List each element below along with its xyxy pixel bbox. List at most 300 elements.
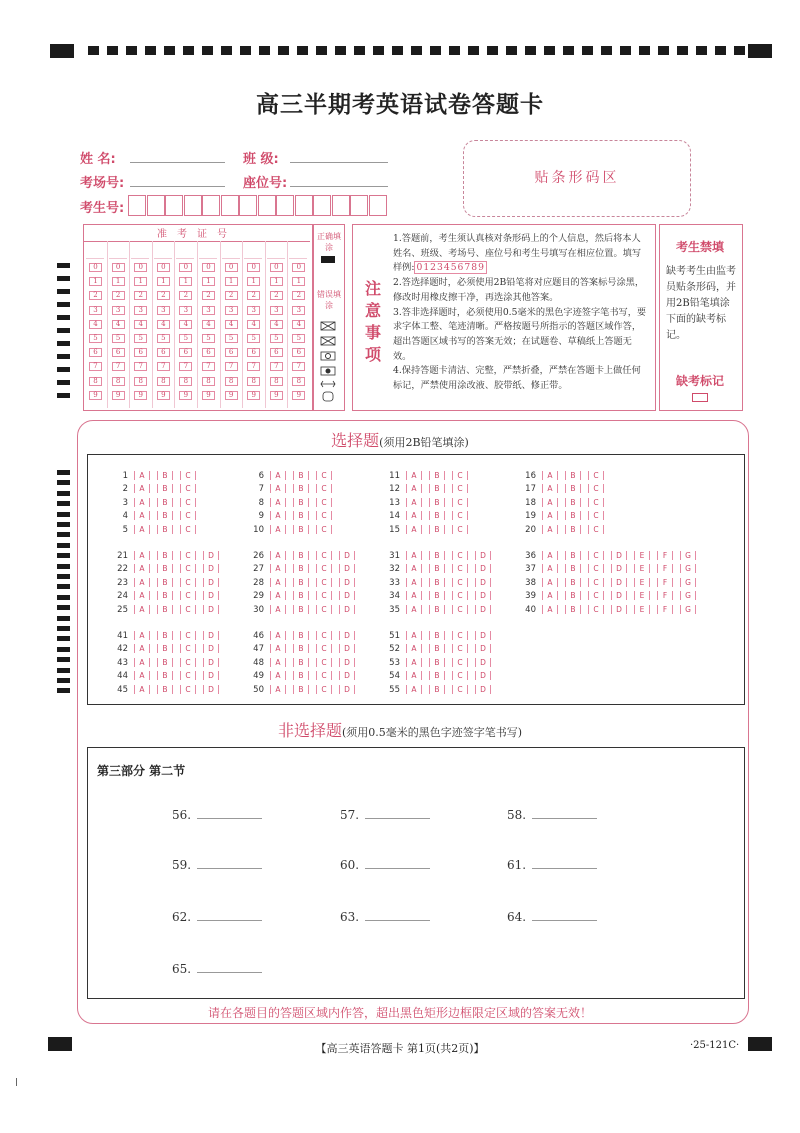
option-bubble-b[interactable]: B <box>157 511 173 520</box>
option-bubble-a[interactable]: A <box>542 564 558 573</box>
answer-line[interactable] <box>532 858 597 869</box>
option-bubble-b[interactable]: B <box>429 578 445 587</box>
admission-digit-bubble[interactable]: 3 <box>270 306 283 315</box>
student-id-box[interactable] <box>313 195 331 216</box>
option-bubble-c[interactable]: C <box>316 658 332 667</box>
option-bubble-b[interactable]: B <box>565 525 581 534</box>
option-bubble-a[interactable]: A <box>542 605 558 614</box>
admission-digit-bubble[interactable]: 9 <box>247 391 260 400</box>
option-bubble-c[interactable]: C <box>316 484 332 493</box>
admission-digit-bubble[interactable]: 0 <box>112 263 125 272</box>
admission-digit-bubble[interactable]: 7 <box>292 362 305 371</box>
option-bubble-d[interactable]: D <box>203 671 219 680</box>
answer-line[interactable] <box>197 858 262 869</box>
option-bubble-b[interactable]: B <box>157 644 173 653</box>
student-id-box[interactable] <box>184 195 202 216</box>
option-bubble-a[interactable]: A <box>134 631 150 640</box>
option-bubble-a[interactable]: A <box>270 591 286 600</box>
option-bubble-a[interactable]: A <box>270 671 286 680</box>
option-bubble-a[interactable]: A <box>406 471 422 480</box>
option-bubble-a[interactable]: A <box>134 644 150 653</box>
admission-digit-bubble[interactable]: 4 <box>270 320 283 329</box>
admission-write-box[interactable] <box>244 243 262 259</box>
admission-digit-bubble[interactable]: 9 <box>89 391 102 400</box>
option-bubble-c[interactable]: C <box>316 551 332 560</box>
admission-write-box[interactable] <box>199 243 217 259</box>
option-bubble-c[interactable]: C <box>180 551 196 560</box>
admission-digit-bubble[interactable]: 1 <box>202 277 215 286</box>
admission-write-box[interactable] <box>176 243 194 259</box>
option-bubble-d[interactable]: D <box>475 685 491 694</box>
option-bubble-a[interactable]: A <box>542 498 558 507</box>
admission-digit-bubble[interactable]: 4 <box>134 320 147 329</box>
option-bubble-a[interactable]: A <box>134 685 150 694</box>
option-bubble-b[interactable]: B <box>157 658 173 667</box>
admission-digit-bubble[interactable]: 3 <box>89 306 102 315</box>
admission-digit-bubble[interactable]: 9 <box>112 391 125 400</box>
option-bubble-d[interactable]: D <box>611 591 627 600</box>
admission-digit-bubble[interactable]: 3 <box>247 306 260 315</box>
admission-digit-bubble[interactable]: 9 <box>134 391 147 400</box>
option-bubble-a[interactable]: A <box>406 578 422 587</box>
admission-digit-bubble[interactable]: 5 <box>112 334 125 343</box>
admission-digit-bubble[interactable]: 3 <box>292 306 305 315</box>
option-bubble-a[interactable]: A <box>542 511 558 520</box>
admission-digit-bubble[interactable]: 4 <box>202 320 215 329</box>
admission-digit-bubble[interactable]: 7 <box>112 362 125 371</box>
option-bubble-b[interactable]: B <box>293 578 309 587</box>
admission-digit-bubble[interactable]: 1 <box>157 277 170 286</box>
option-bubble-d[interactable]: D <box>339 671 355 680</box>
option-bubble-d[interactable]: D <box>203 551 219 560</box>
option-bubble-c[interactable]: C <box>452 484 468 493</box>
admission-digit-bubble[interactable]: 2 <box>134 291 147 300</box>
admission-digit-bubble[interactable]: 8 <box>292 377 305 386</box>
student-id-box[interactable] <box>239 195 257 216</box>
option-bubble-a[interactable]: A <box>270 631 286 640</box>
option-bubble-d[interactable]: D <box>203 631 219 640</box>
admission-digit-bubble[interactable]: 3 <box>112 306 125 315</box>
option-bubble-a[interactable]: A <box>406 605 422 614</box>
option-bubble-f[interactable]: F <box>657 578 673 587</box>
student-id-box[interactable] <box>165 195 183 216</box>
option-bubble-a[interactable]: A <box>270 525 286 534</box>
option-bubble-a[interactable]: A <box>270 498 286 507</box>
option-bubble-c[interactable]: C <box>452 564 468 573</box>
answer-line[interactable] <box>532 910 597 921</box>
option-bubble-b[interactable]: B <box>429 644 445 653</box>
option-bubble-a[interactable]: A <box>542 591 558 600</box>
student-id-box[interactable] <box>276 195 294 216</box>
admission-digit-bubble[interactable]: 5 <box>247 334 260 343</box>
option-bubble-c[interactable]: C <box>180 658 196 667</box>
option-bubble-e[interactable]: E <box>634 591 650 600</box>
option-bubble-b[interactable]: B <box>565 511 581 520</box>
option-bubble-b[interactable]: B <box>429 685 445 694</box>
admission-write-box[interactable] <box>86 243 104 259</box>
option-bubble-b[interactable]: B <box>157 591 173 600</box>
answer-line[interactable] <box>532 808 597 819</box>
admission-digit-bubble[interactable]: 6 <box>292 348 305 357</box>
option-bubble-a[interactable]: A <box>134 578 150 587</box>
admission-digit-bubble[interactable]: 5 <box>157 334 170 343</box>
admission-digit-bubble[interactable]: 7 <box>270 362 283 371</box>
admission-digit-bubble[interactable]: 4 <box>292 320 305 329</box>
option-bubble-b[interactable]: B <box>429 498 445 507</box>
option-bubble-c[interactable]: C <box>588 511 604 520</box>
option-bubble-c[interactable]: C <box>316 631 332 640</box>
admission-digit-bubble[interactable]: 2 <box>292 291 305 300</box>
option-bubble-d[interactable]: D <box>475 551 491 560</box>
student-id-box[interactable] <box>221 195 239 216</box>
option-bubble-d[interactable]: D <box>339 685 355 694</box>
admission-digit-bubble[interactable]: 5 <box>202 334 215 343</box>
admission-digit-bubble[interactable]: 1 <box>225 277 238 286</box>
admission-digit-bubble[interactable]: 2 <box>89 291 102 300</box>
option-bubble-a[interactable]: A <box>134 551 150 560</box>
option-bubble-f[interactable]: F <box>657 605 673 614</box>
option-bubble-c[interactable]: C <box>452 644 468 653</box>
seat-field[interactable] <box>290 172 388 187</box>
option-bubble-b[interactable]: B <box>157 484 173 493</box>
option-bubble-d[interactable]: D <box>339 605 355 614</box>
admission-digit-bubble[interactable]: 7 <box>225 362 238 371</box>
option-bubble-e[interactable]: E <box>634 605 650 614</box>
option-bubble-a[interactable]: A <box>134 591 150 600</box>
admission-digit-bubble[interactable]: 8 <box>202 377 215 386</box>
option-bubble-c[interactable]: C <box>316 471 332 480</box>
option-bubble-a[interactable]: A <box>134 511 150 520</box>
option-bubble-b[interactable]: B <box>293 498 309 507</box>
admission-write-box[interactable] <box>109 243 127 259</box>
option-bubble-b[interactable]: B <box>157 498 173 507</box>
option-bubble-a[interactable]: A <box>542 484 558 493</box>
option-bubble-c[interactable]: C <box>452 671 468 680</box>
option-bubble-d[interactable]: D <box>203 605 219 614</box>
option-bubble-b[interactable]: B <box>565 498 581 507</box>
admission-digit-bubble[interactable]: 0 <box>89 263 102 272</box>
option-bubble-d[interactable]: D <box>203 685 219 694</box>
option-bubble-a[interactable]: A <box>134 564 150 573</box>
option-bubble-b[interactable]: B <box>565 591 581 600</box>
answer-line[interactable] <box>365 858 430 869</box>
option-bubble-c[interactable]: C <box>180 525 196 534</box>
option-bubble-d[interactable]: D <box>611 605 627 614</box>
option-bubble-c[interactable]: C <box>180 591 196 600</box>
student-id-box[interactable] <box>369 195 387 216</box>
option-bubble-a[interactable]: A <box>406 525 422 534</box>
option-bubble-a[interactable]: A <box>406 685 422 694</box>
option-bubble-b[interactable]: B <box>565 605 581 614</box>
option-bubble-c[interactable]: C <box>180 578 196 587</box>
admission-digit-bubble[interactable]: 2 <box>112 291 125 300</box>
option-bubble-c[interactable]: C <box>316 644 332 653</box>
option-bubble-a[interactable]: A <box>406 498 422 507</box>
option-bubble-d[interactable]: D <box>611 551 627 560</box>
option-bubble-d[interactable]: D <box>475 564 491 573</box>
admission-digit-bubble[interactable]: 6 <box>134 348 147 357</box>
option-bubble-b[interactable]: B <box>429 671 445 680</box>
admission-digit-bubble[interactable]: 4 <box>247 320 260 329</box>
option-bubble-c[interactable]: C <box>452 631 468 640</box>
option-bubble-g[interactable]: G <box>680 591 696 600</box>
option-bubble-b[interactable]: B <box>157 525 173 534</box>
option-bubble-b[interactable]: B <box>565 484 581 493</box>
student-id-box[interactable] <box>128 195 146 216</box>
admission-digit-bubble[interactable]: 7 <box>247 362 260 371</box>
option-bubble-c[interactable]: C <box>180 644 196 653</box>
option-bubble-a[interactable]: A <box>542 578 558 587</box>
admission-digit-bubble[interactable]: 6 <box>157 348 170 357</box>
option-bubble-a[interactable]: A <box>406 551 422 560</box>
option-bubble-b[interactable]: B <box>565 551 581 560</box>
student-id-box[interactable] <box>332 195 350 216</box>
option-bubble-c[interactable]: C <box>316 525 332 534</box>
answer-line[interactable] <box>365 808 430 819</box>
option-bubble-a[interactable]: A <box>542 551 558 560</box>
option-bubble-a[interactable]: A <box>134 484 150 493</box>
option-bubble-c[interactable]: C <box>452 471 468 480</box>
option-bubble-c[interactable]: C <box>180 564 196 573</box>
option-bubble-b[interactable]: B <box>293 685 309 694</box>
option-bubble-c[interactable]: C <box>452 511 468 520</box>
admission-digit-bubble[interactable]: 1 <box>112 277 125 286</box>
option-bubble-d[interactable]: D <box>203 591 219 600</box>
admission-digit-bubble[interactable]: 0 <box>270 263 283 272</box>
option-bubble-b[interactable]: B <box>157 605 173 614</box>
option-bubble-b[interactable]: B <box>293 564 309 573</box>
option-bubble-c[interactable]: C <box>316 564 332 573</box>
option-bubble-c[interactable]: C <box>588 591 604 600</box>
option-bubble-d[interactable]: D <box>339 644 355 653</box>
admission-digit-bubble[interactable]: 9 <box>292 391 305 400</box>
admission-digit-bubble[interactable]: 6 <box>247 348 260 357</box>
admission-digit-bubble[interactable]: 9 <box>202 391 215 400</box>
option-bubble-b[interactable]: B <box>293 511 309 520</box>
option-bubble-a[interactable]: A <box>406 644 422 653</box>
option-bubble-b[interactable]: B <box>429 564 445 573</box>
name-field[interactable] <box>130 148 225 163</box>
option-bubble-d[interactable]: D <box>475 644 491 653</box>
option-bubble-b[interactable]: B <box>157 551 173 560</box>
option-bubble-b[interactable]: B <box>157 578 173 587</box>
option-bubble-b[interactable]: B <box>157 631 173 640</box>
option-bubble-b[interactable]: B <box>293 605 309 614</box>
option-bubble-b[interactable]: B <box>429 484 445 493</box>
admission-digit-bubble[interactable]: 4 <box>157 320 170 329</box>
option-bubble-c[interactable]: C <box>588 498 604 507</box>
option-bubble-b[interactable]: B <box>293 471 309 480</box>
answer-line[interactable] <box>365 910 430 921</box>
option-bubble-g[interactable]: G <box>680 605 696 614</box>
class-field[interactable] <box>290 148 388 163</box>
option-bubble-b[interactable]: B <box>157 671 173 680</box>
option-bubble-c[interactable]: C <box>180 685 196 694</box>
admission-digit-bubble[interactable]: 2 <box>270 291 283 300</box>
admission-write-box[interactable] <box>154 243 172 259</box>
option-bubble-d[interactable]: D <box>475 591 491 600</box>
option-bubble-a[interactable]: A <box>134 671 150 680</box>
option-bubble-c[interactable]: C <box>316 498 332 507</box>
admission-digit-bubble[interactable]: 5 <box>179 334 192 343</box>
option-bubble-a[interactable]: A <box>270 658 286 667</box>
answer-line[interactable] <box>197 808 262 819</box>
option-bubble-c[interactable]: C <box>452 605 468 614</box>
admission-digit-bubble[interactable]: 6 <box>270 348 283 357</box>
option-bubble-c[interactable]: C <box>452 591 468 600</box>
option-bubble-d[interactable]: D <box>475 671 491 680</box>
admission-digit-bubble[interactable]: 4 <box>112 320 125 329</box>
option-bubble-c[interactable]: C <box>180 671 196 680</box>
option-bubble-c[interactable]: C <box>316 511 332 520</box>
admission-digit-bubble[interactable]: 7 <box>134 362 147 371</box>
option-bubble-g[interactable]: G <box>680 564 696 573</box>
option-bubble-c[interactable]: C <box>316 605 332 614</box>
option-bubble-a[interactable]: A <box>406 631 422 640</box>
option-bubble-c[interactable]: C <box>452 498 468 507</box>
option-bubble-a[interactable]: A <box>134 658 150 667</box>
option-bubble-c[interactable]: C <box>180 511 196 520</box>
admission-write-box[interactable] <box>267 243 285 259</box>
admission-digit-bubble[interactable]: 1 <box>89 277 102 286</box>
option-bubble-c[interactable]: C <box>588 578 604 587</box>
option-bubble-f[interactable]: F <box>657 564 673 573</box>
admission-digit-bubble[interactable]: 8 <box>89 377 102 386</box>
option-bubble-c[interactable]: C <box>180 471 196 480</box>
admission-digit-bubble[interactable]: 8 <box>179 377 192 386</box>
option-bubble-g[interactable]: G <box>680 551 696 560</box>
admission-digit-bubble[interactable]: 7 <box>179 362 192 371</box>
option-bubble-d[interactable]: D <box>339 578 355 587</box>
admission-digit-bubble[interactable]: 8 <box>225 377 238 386</box>
admission-digit-bubble[interactable]: 0 <box>247 263 260 272</box>
admission-digit-bubble[interactable]: 1 <box>270 277 283 286</box>
option-bubble-d[interactable]: D <box>203 658 219 667</box>
option-bubble-c[interactable]: C <box>588 471 604 480</box>
admission-digit-bubble[interactable]: 7 <box>89 362 102 371</box>
option-bubble-f[interactable]: F <box>657 591 673 600</box>
option-bubble-a[interactable]: A <box>270 511 286 520</box>
option-bubble-c[interactable]: C <box>452 551 468 560</box>
option-bubble-b[interactable]: B <box>293 484 309 493</box>
admission-digit-bubble[interactable]: 0 <box>179 263 192 272</box>
option-bubble-c[interactable]: C <box>452 685 468 694</box>
admission-digit-bubble[interactable]: 6 <box>112 348 125 357</box>
admission-digit-bubble[interactable]: 5 <box>270 334 283 343</box>
option-bubble-a[interactable]: A <box>542 471 558 480</box>
option-bubble-e[interactable]: E <box>634 551 650 560</box>
room-field[interactable] <box>130 172 225 187</box>
admission-digit-bubble[interactable]: 0 <box>134 263 147 272</box>
answer-line[interactable] <box>197 962 262 973</box>
admission-digit-bubble[interactable]: 4 <box>179 320 192 329</box>
option-bubble-b[interactable]: B <box>157 471 173 480</box>
student-id-box[interactable] <box>202 195 220 216</box>
option-bubble-f[interactable]: F <box>657 551 673 560</box>
admission-digit-bubble[interactable]: 0 <box>292 263 305 272</box>
option-bubble-b[interactable]: B <box>429 511 445 520</box>
admission-digit-bubble[interactable]: 2 <box>179 291 192 300</box>
admission-digit-bubble[interactable]: 7 <box>202 362 215 371</box>
student-id-box[interactable] <box>258 195 276 216</box>
option-bubble-b[interactable]: B <box>293 631 309 640</box>
option-bubble-d[interactable]: D <box>339 551 355 560</box>
option-bubble-b[interactable]: B <box>157 564 173 573</box>
option-bubble-a[interactable]: A <box>270 685 286 694</box>
option-bubble-b[interactable]: B <box>565 578 581 587</box>
admission-digit-bubble[interactable]: 9 <box>225 391 238 400</box>
admission-digit-bubble[interactable]: 8 <box>247 377 260 386</box>
admission-digit-bubble[interactable]: 9 <box>270 391 283 400</box>
admission-digit-bubble[interactable]: 6 <box>225 348 238 357</box>
option-bubble-d[interactable]: D <box>611 564 627 573</box>
student-id-box[interactable] <box>350 195 368 216</box>
admission-digit-bubble[interactable]: 8 <box>157 377 170 386</box>
option-bubble-d[interactable]: D <box>475 658 491 667</box>
option-bubble-a[interactable]: A <box>134 525 150 534</box>
option-bubble-a[interactable]: A <box>406 591 422 600</box>
option-bubble-d[interactable]: D <box>475 631 491 640</box>
option-bubble-d[interactable]: D <box>203 578 219 587</box>
option-bubble-e[interactable]: E <box>634 564 650 573</box>
option-bubble-d[interactable]: D <box>339 564 355 573</box>
option-bubble-b[interactable]: B <box>157 685 173 694</box>
admission-digit-bubble[interactable]: 5 <box>225 334 238 343</box>
admission-digit-bubble[interactable]: 9 <box>179 391 192 400</box>
admission-digit-bubble[interactable]: 3 <box>225 306 238 315</box>
admission-digit-bubble[interactable]: 1 <box>292 277 305 286</box>
option-bubble-a[interactable]: A <box>270 564 286 573</box>
admission-digit-bubble[interactable]: 3 <box>134 306 147 315</box>
option-bubble-c[interactable]: C <box>316 578 332 587</box>
option-bubble-a[interactable]: A <box>406 658 422 667</box>
admission-digit-bubble[interactable]: 1 <box>179 277 192 286</box>
admission-digit-bubble[interactable]: 0 <box>202 263 215 272</box>
admission-digit-bubble[interactable]: 5 <box>134 334 147 343</box>
option-bubble-c[interactable]: C <box>180 631 196 640</box>
admission-digit-bubble[interactable]: 9 <box>157 391 170 400</box>
admission-digit-bubble[interactable]: 0 <box>157 263 170 272</box>
option-bubble-a[interactable]: A <box>270 484 286 493</box>
option-bubble-a[interactable]: A <box>134 605 150 614</box>
option-bubble-a[interactable]: A <box>406 671 422 680</box>
option-bubble-b[interactable]: B <box>429 631 445 640</box>
option-bubble-g[interactable]: G <box>680 578 696 587</box>
student-id-box[interactable] <box>147 195 165 216</box>
admission-write-box[interactable] <box>222 243 240 259</box>
admission-digit-bubble[interactable]: 8 <box>112 377 125 386</box>
option-bubble-c[interactable]: C <box>452 578 468 587</box>
admission-digit-bubble[interactable]: 3 <box>202 306 215 315</box>
option-bubble-b[interactable]: B <box>565 564 581 573</box>
option-bubble-d[interactable]: D <box>475 605 491 614</box>
admission-digit-bubble[interactable]: 6 <box>202 348 215 357</box>
option-bubble-a[interactable]: A <box>270 644 286 653</box>
option-bubble-d[interactable]: D <box>203 644 219 653</box>
option-bubble-c[interactable]: C <box>180 605 196 614</box>
option-bubble-c[interactable]: C <box>180 484 196 493</box>
option-bubble-d[interactable]: D <box>475 578 491 587</box>
admission-digit-bubble[interactable]: 0 <box>225 263 238 272</box>
admission-write-box[interactable] <box>131 243 149 259</box>
option-bubble-e[interactable]: E <box>634 578 650 587</box>
option-bubble-b[interactable]: B <box>293 525 309 534</box>
student-id-box[interactable] <box>295 195 313 216</box>
option-bubble-c[interactable]: C <box>588 564 604 573</box>
admission-digit-bubble[interactable]: 2 <box>247 291 260 300</box>
option-bubble-b[interactable]: B <box>293 671 309 680</box>
option-bubble-b[interactable]: B <box>429 525 445 534</box>
